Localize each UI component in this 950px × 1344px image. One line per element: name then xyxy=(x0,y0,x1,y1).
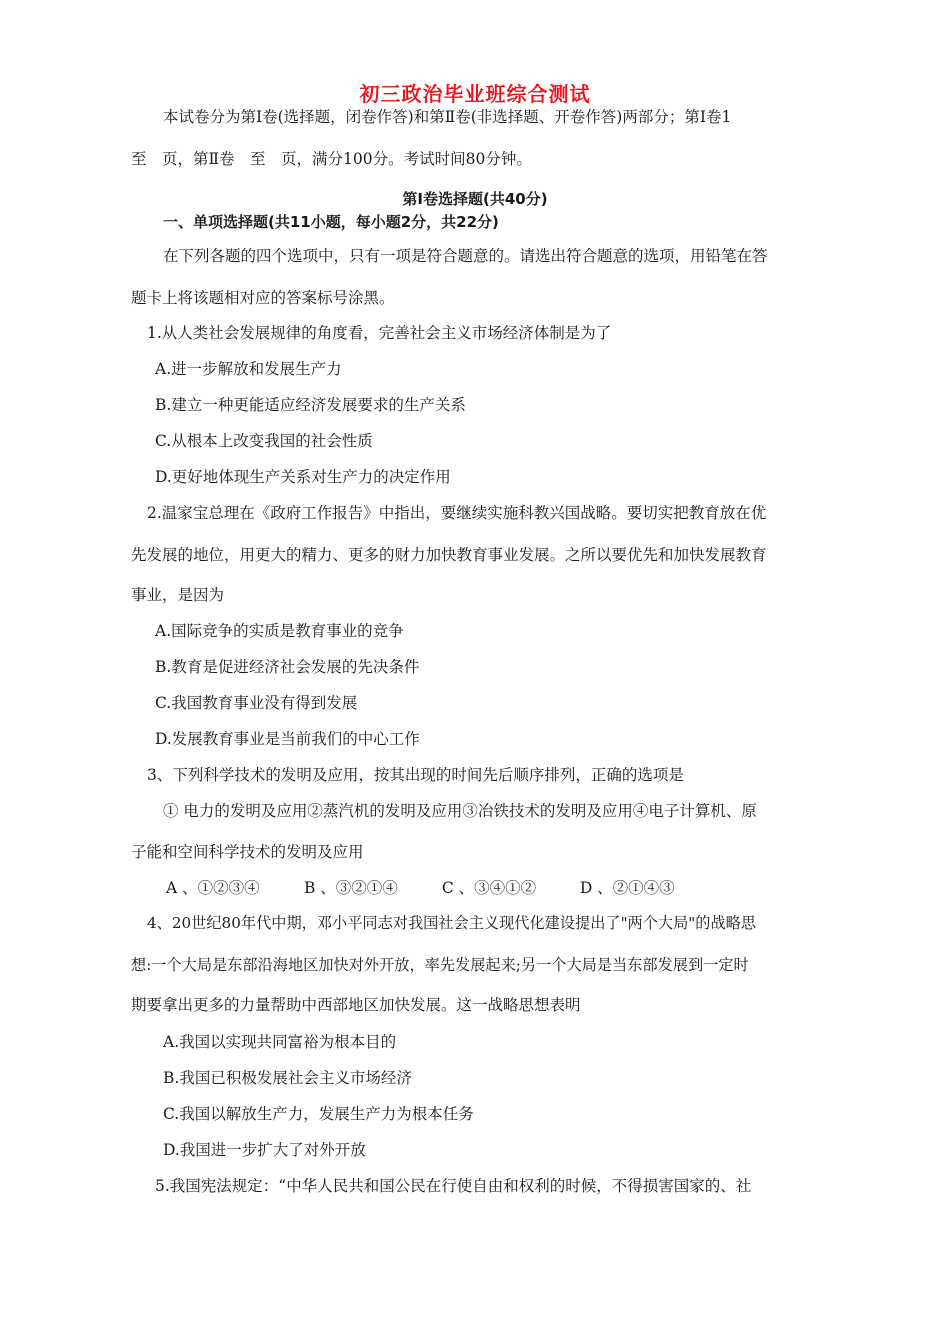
part-heading: 一、单项选择题(共11小题，每小题2分，共22分) xyxy=(163,213,499,231)
q3-option-c: C 、③④①② xyxy=(441,879,537,897)
q4-option-c: C.我国以解放生产力，发展生产力为根本任务 xyxy=(163,1105,474,1123)
instruction-line-2: 题卡上将该题相对应的答案标号涂黑。 xyxy=(131,289,395,307)
q1-option-a: A.进一步解放和发展生产力 xyxy=(155,360,342,378)
q1-option-d: D.更好地体现生产关系对生产力的决定作用 xyxy=(155,468,451,486)
q2-option-c: C.我国教育事业没有得到发展 xyxy=(155,694,358,712)
q2-option-a: A.国际竞争的实质是教育事业的竞争 xyxy=(155,622,404,640)
q4-option-d: D.我国进一步扩大了对外开放 xyxy=(163,1141,366,1159)
q4-option-a: A.我国以实现共同富裕为根本目的 xyxy=(163,1033,397,1051)
q2-stem-line-1: 2.温家宝总理在《政府工作报告》中指出，要继续实施科教兴国战略。要切实把教育放在优 xyxy=(147,504,767,522)
q4-stem-line-1: 4、20世纪80年代中期，邓小平同志对我国社会主义现代化建设提出了"两个大局"的战略思 xyxy=(147,914,757,932)
q2-stem-line-3: 事业，是因为 xyxy=(131,586,225,604)
q1-option-c: C.从根本上改变我国的社会性质 xyxy=(155,432,373,450)
q3-stem: 3、下列科学技术的发明及应用，按其出现的时间先后顺序排列，正确的选项是 xyxy=(147,766,684,784)
q2-option-b: B.教育是促进经济社会发展的先决条件 xyxy=(155,658,420,676)
q4-stem-line-2: 想:一个大局是东部沿海地区加快对外开放，率先发展起来;另一个大局是当东部发展到一定时 xyxy=(131,956,749,974)
q3-option-d: D 、②①④③ xyxy=(579,879,675,897)
q3-items-line-2: 子能和空间科学技术的发明及应用 xyxy=(131,843,364,861)
q3-option-a: A 、①②③④ xyxy=(166,879,260,897)
q1-option-b: B.建立一种更能适应经济发展要求的生产关系 xyxy=(155,396,466,414)
q3-items-line-1: ① 电力的发明及应用②蒸汽机的发明及应用③冶铁技术的发明及应用④电子计算机、原 xyxy=(163,802,757,820)
q1-stem: 1.从人类社会发展规律的角度看，完善社会主义市场经济体制是为了 xyxy=(147,324,612,342)
q4-stem-line-3: 期要拿出更多的力量帮助中西部地区加快发展。这一战略思想表明 xyxy=(131,996,581,1014)
q3-options xyxy=(166,877,675,899)
instruction-line-1: 在下列各题的四个选项中，只有一项是符合题意的。请选出符合题意的选项，用铅笔在答 xyxy=(163,247,768,265)
q5-stem-line-1: 5.我国宪法规定：“中华人民共和国公民在行使自由和权利的时候，不得损害国家的、社 xyxy=(155,1177,752,1195)
q4-option-b: B.我国已积极发展社会主义市场经济 xyxy=(163,1069,412,1087)
q2-stem-line-2: 先发展的地位，用更大的精力、更多的财力加快教育事业发展。之所以要优先和加快发展教育 xyxy=(131,546,767,564)
intro-line-2: 至 页，第Ⅱ卷 至 页，满分100分。考试时间80分钟。 xyxy=(131,150,532,168)
exam-title: 初三政治毕业班综合测试 xyxy=(359,82,591,106)
section-heading: 第Ⅰ卷选择题(共40分) xyxy=(402,190,548,208)
q3-option-b: B 、③②①④ xyxy=(303,879,398,897)
intro-line-1: 本试卷分为第Ⅰ卷(选择题，闭卷作答)和第Ⅱ卷(非选择题、开卷作答)两部分；第Ⅰ卷1 xyxy=(163,108,732,126)
q2-option-d: D.发展教育事业是当前我们的中心工作 xyxy=(155,730,420,748)
